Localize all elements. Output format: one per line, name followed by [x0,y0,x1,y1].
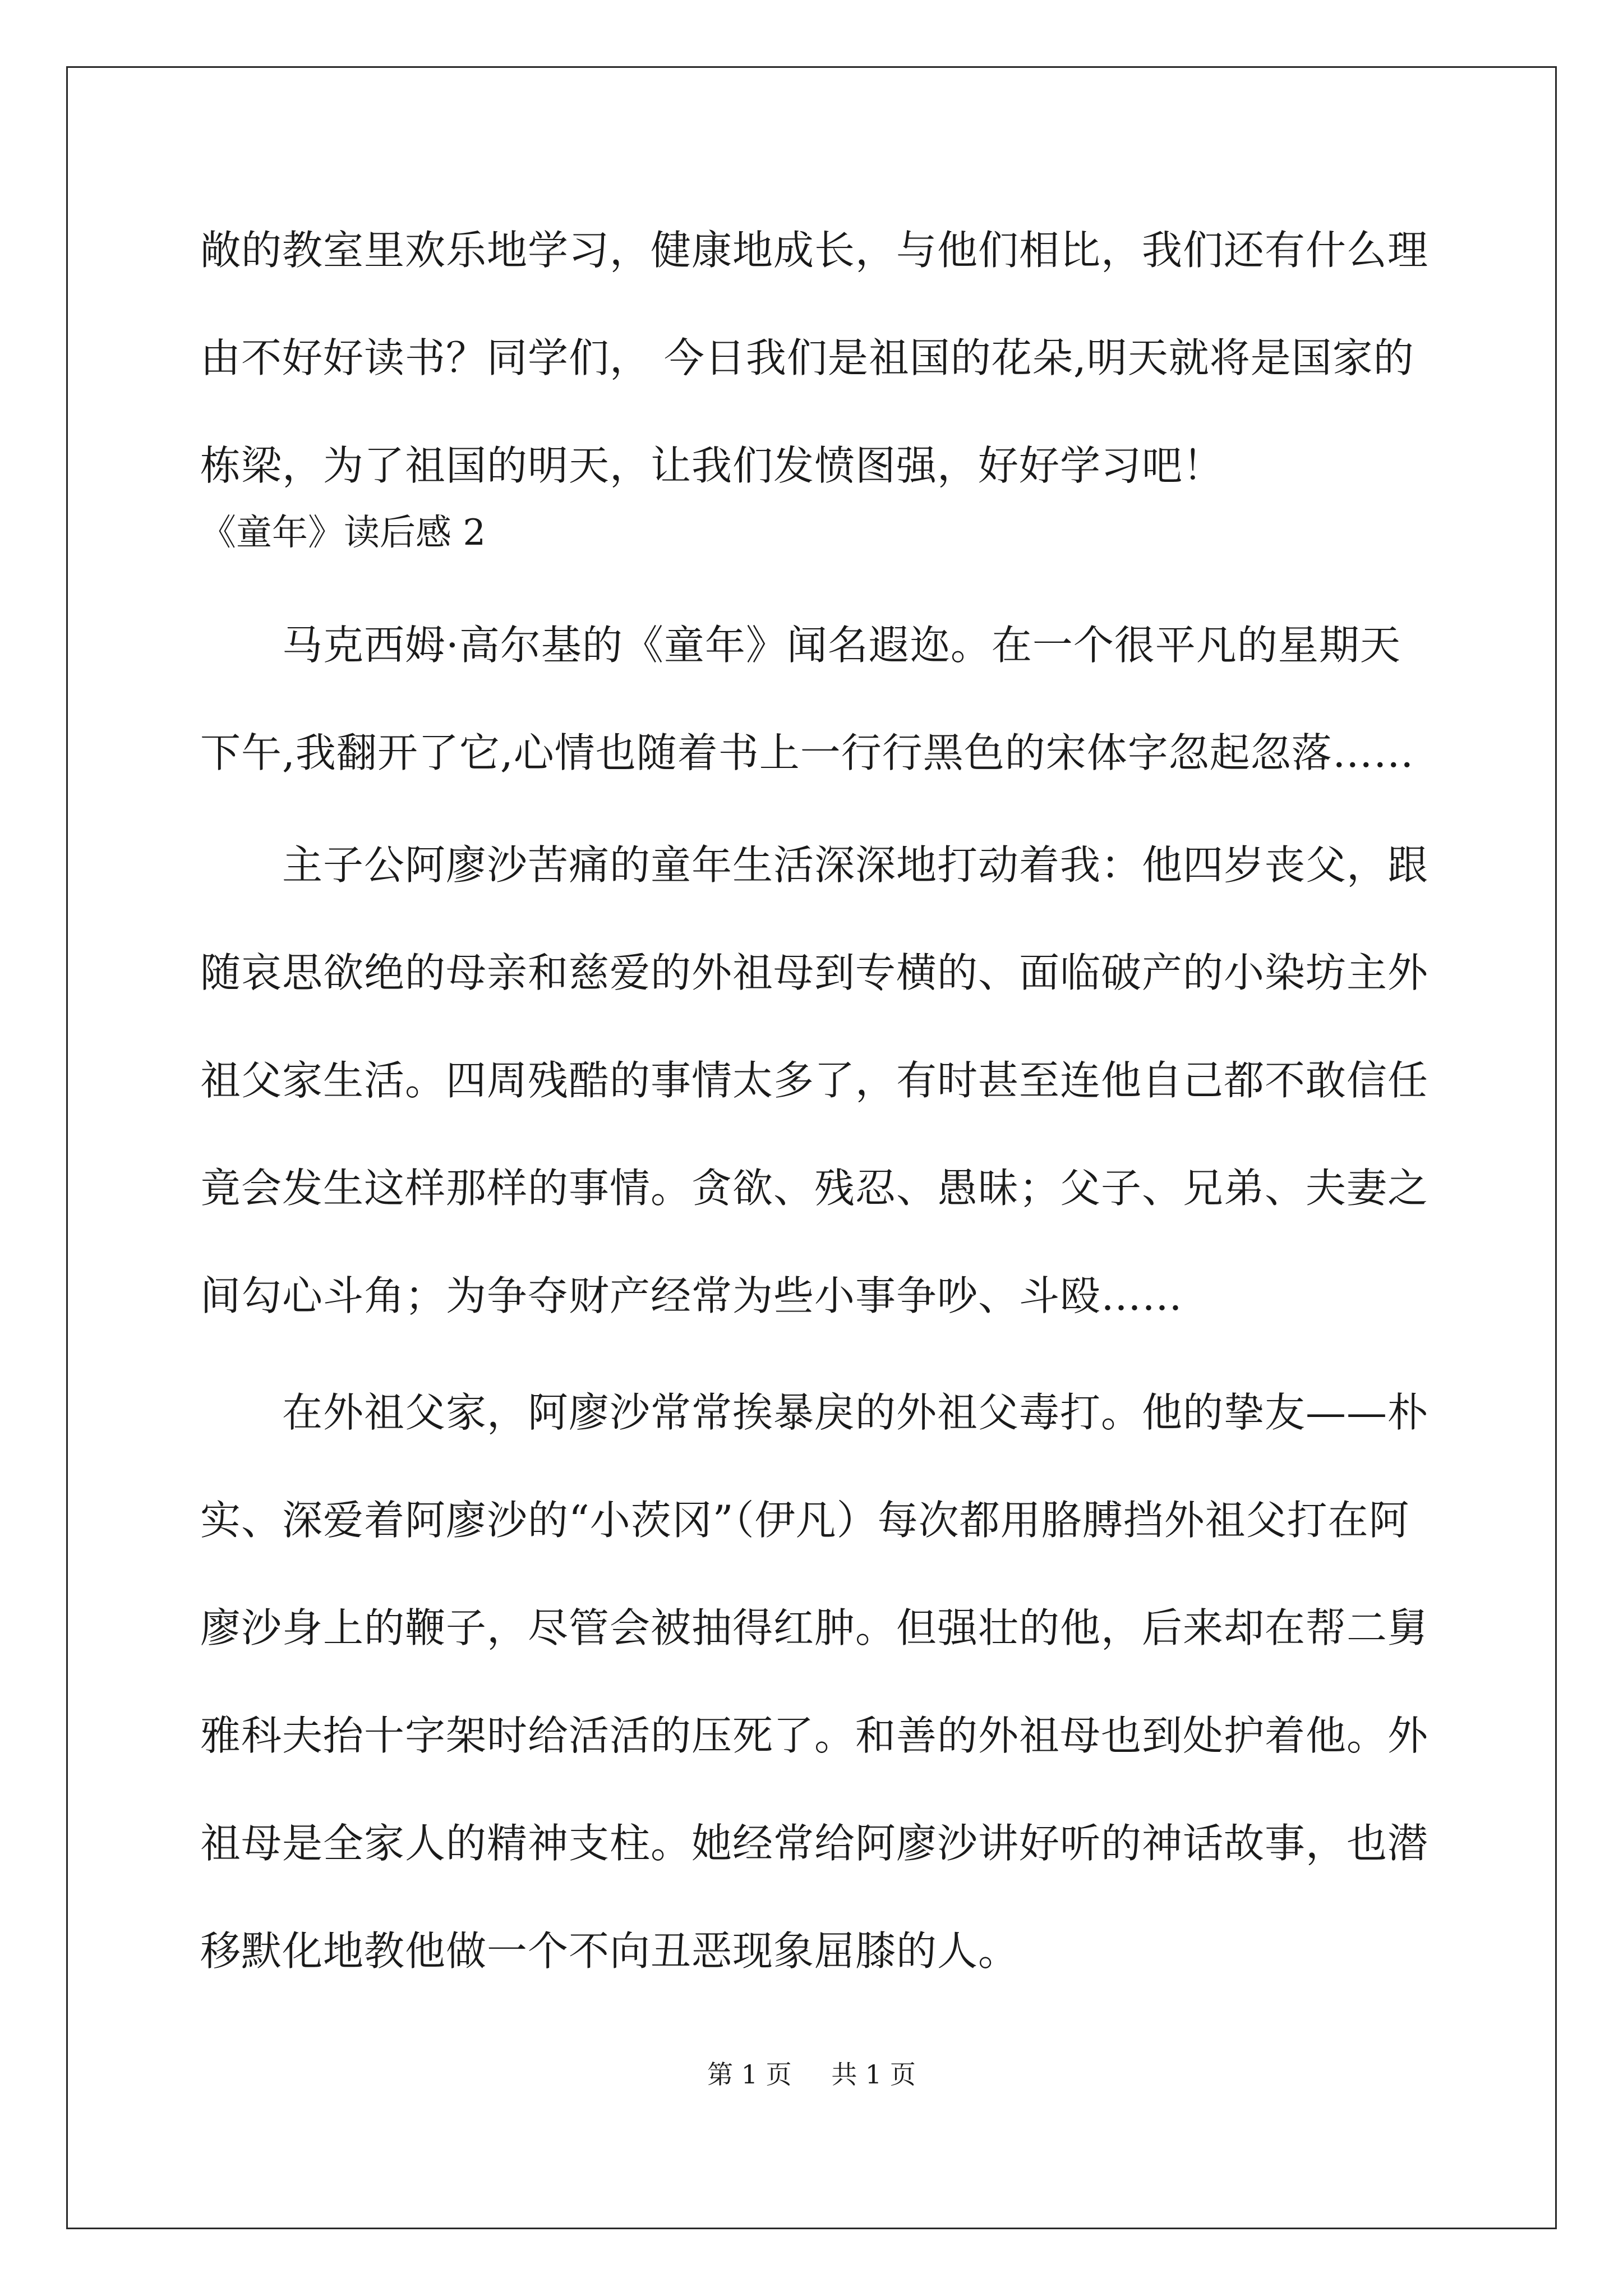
text-line: 在外祖父家，阿廖沙常常挨暴戾的外祖父毒打。他的挚友——朴 [282,1389,1429,1436]
text-line: 主子公阿廖沙苦痛的童年生活深深地打动着我：他四岁丧父，跟 [282,841,1429,889]
paragraph-1 [200,591,1428,807]
text-line: 间勾心斗角；为争夺财产经常为些小事争吵、斗殴…… [200,1272,1183,1319]
page-footer [0,2052,1623,2097]
paragraph-3 [200,1359,1428,2005]
text-line: 祖母是全家人的精神支柱。她经常给阿廖沙讲好听的神话故事，也潜 [200,1820,1429,1867]
text-line: 下午,我翻开了它,心情也随着书上一行行黑色的宋体字忽起忽落…… [200,729,1414,776]
text-line: 竟会发生这样那样的事情。贪欲、残忍、愚昧；父子、兄弟、夫妻之 [200,1165,1429,1212]
intro-paragraph [200,196,1428,519]
page-total: 共 1 页 [831,2059,916,2090]
text-line: 由不好好读书？同学们， 今日我们是祖国的花朵,明天就将是国家的 [200,334,1414,381]
text-line: 廖沙身上的鞭子，尽管会被抽得红肿。但强壮的他，后来却在帮二舅 [200,1604,1429,1651]
page-number: 第 1 页 [707,2059,792,2090]
paragraph-2 [200,811,1428,1350]
section-heading: 《童年》读后感 2 [200,512,486,554]
text-line: 敞的教室里欢乐地学习，健康地成长，与他们相比，我们还有什么理 [200,227,1429,274]
text-line: 移默化地教他做一个不向丑恶现象屈膝的人。 [200,1927,1020,1975]
text-line: 祖父家生活。四周残酷的事情太多了，有时甚至连他自己都不敢信任 [200,1057,1429,1104]
text-line: 随哀思欲绝的母亲和慈爱的外祖母到专横的、面临破产的小染坊主外 [200,949,1429,996]
text-line: 马克西姆·高尔基的《童年》闻名遐迩。在一个很平凡的星期天 [282,622,1401,669]
text-line: 栋梁，为了祖国的明天，让我们发愤图强，好好学习吧！ [200,442,1224,489]
text-line: 雅科夫抬十字架时给活活的压死了。和善的外祖母也到处护着他。外 [200,1712,1429,1759]
text-line: 实、深爱着阿廖沙的“小茨冈”（伊凡）每次都用胳膊挡外祖父打在阿 [200,1497,1410,1544]
